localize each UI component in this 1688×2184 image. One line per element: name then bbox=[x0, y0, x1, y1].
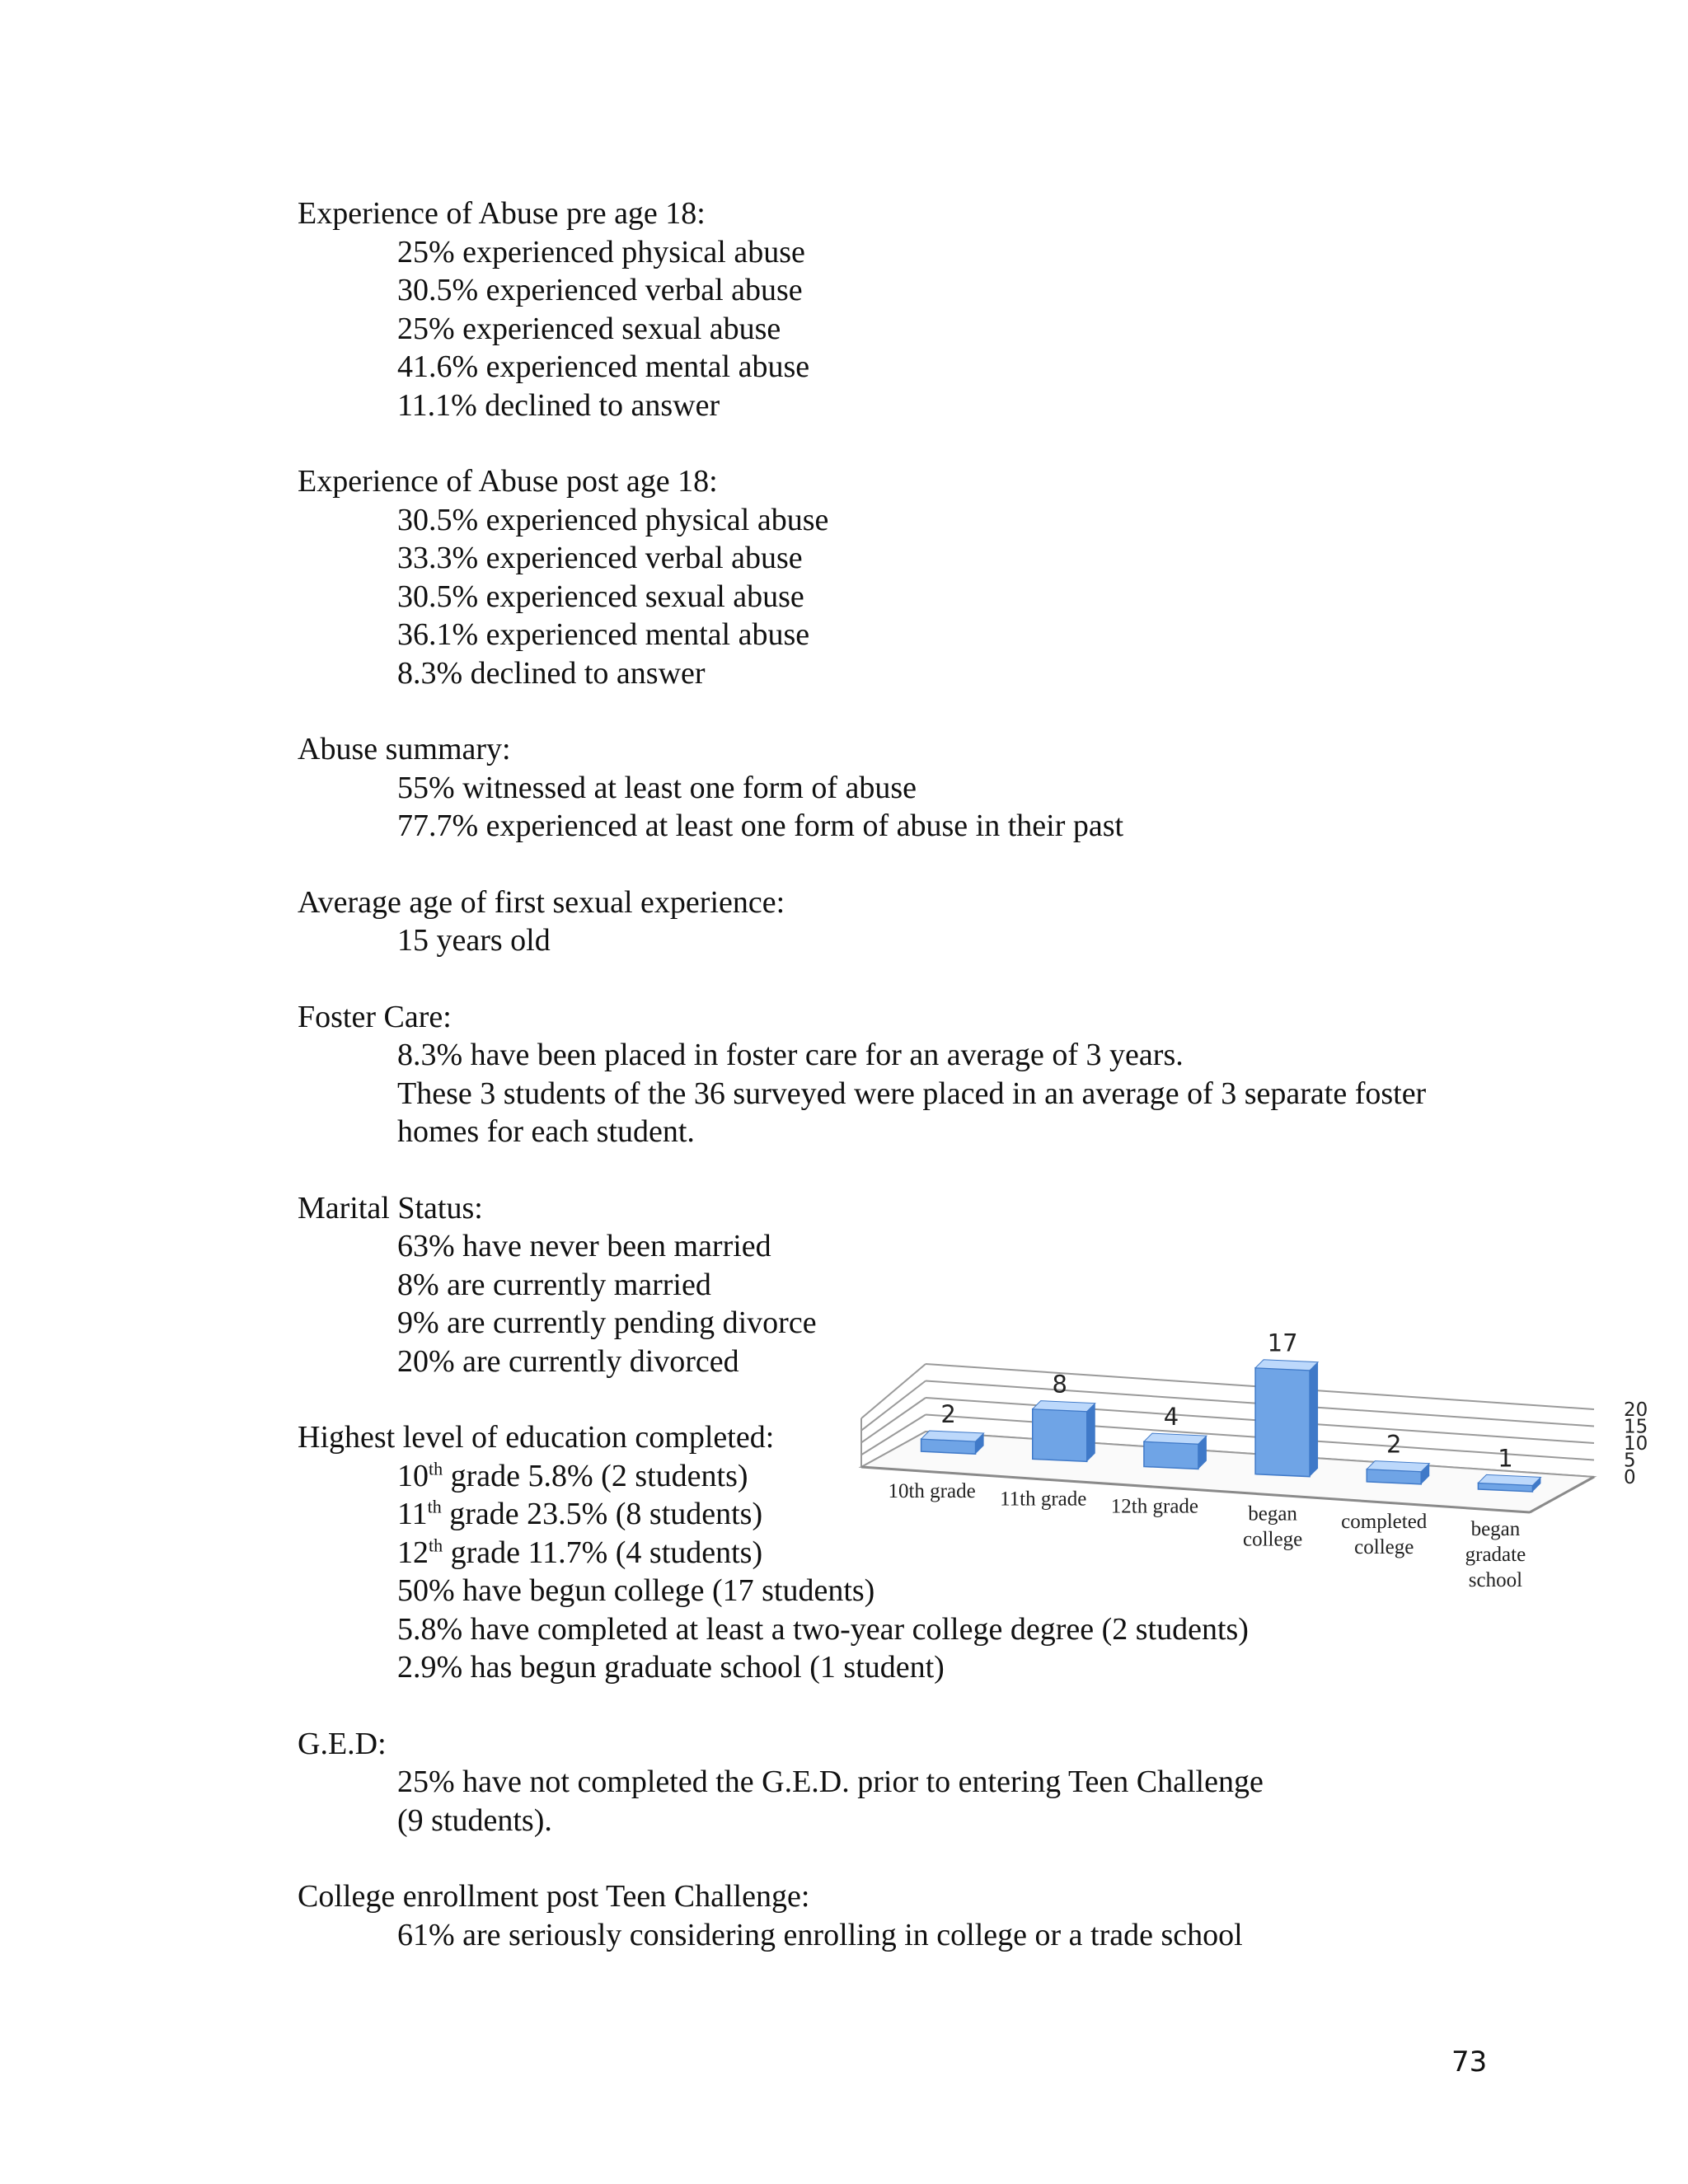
education-bar-chart bbox=[841, 1315, 1648, 1661]
grade-detail: grade 5.8% (2 students) bbox=[443, 1458, 748, 1493]
bar-side bbox=[1087, 1404, 1095, 1462]
list-item: 9% are currently pending divorce bbox=[397, 1305, 817, 1340]
list-item: 15 years old bbox=[397, 923, 551, 958]
x-category-label: completed college bbox=[1341, 1510, 1428, 1558]
x-category-label: 11th grade bbox=[1000, 1488, 1087, 1511]
list-item: 25% experienced physical abuse bbox=[397, 234, 805, 269]
grade-ordinal: th bbox=[429, 1534, 443, 1555]
section-heading: Experience of Abuse post age 18: bbox=[298, 464, 718, 499]
y-tick-label: 10 bbox=[1624, 1433, 1648, 1455]
list-item: 8.3% have been placed in foster care for an average of 3 years. bbox=[397, 1038, 1184, 1072]
y-tick-label: 0 bbox=[1624, 1467, 1636, 1488]
gridline-depth bbox=[861, 1381, 926, 1431]
list-item: 8% are currently married bbox=[397, 1267, 711, 1302]
list-item: 50% have begun college (17 students) bbox=[397, 1573, 875, 1608]
grade-number: 12 bbox=[397, 1535, 429, 1570]
list-item: 25% have not completed the G.E.D. prior to entering Teen Challenge bbox=[397, 1765, 1264, 1799]
list-item: 61% are seriously considering enrolling in college or a trade school bbox=[397, 1917, 1243, 1952]
data-label: 2 bbox=[940, 1399, 956, 1428]
list-item: 63% have never been married bbox=[397, 1229, 771, 1263]
list-item: 25% experienced sexual abuse bbox=[397, 311, 781, 346]
college-enrollment-section bbox=[298, 1877, 1583, 1954]
grade-number: 11 bbox=[397, 1497, 428, 1531]
x-category-label: 10th grade bbox=[888, 1480, 976, 1503]
list-item: 2.9% has begun graduate school (1 student) bbox=[397, 1650, 945, 1685]
list-item: 41.6% experienced mental abuse bbox=[397, 349, 810, 384]
section-heading: Highest level of education completed: bbox=[298, 1420, 775, 1455]
section-heading: Marital Status: bbox=[298, 1190, 483, 1226]
section-heading: Average age of first sexual experience: bbox=[298, 884, 785, 920]
data-label: 8 bbox=[1052, 1370, 1067, 1399]
list-item: 36.1% experienced mental abuse bbox=[397, 617, 810, 652]
section-heading: Foster Care: bbox=[298, 999, 452, 1034]
foster-care-section bbox=[298, 998, 1583, 1151]
section-heading: Experience of Abuse pre age 18: bbox=[298, 196, 706, 231]
bar-front bbox=[1255, 1368, 1310, 1477]
grade-ordinal: th bbox=[427, 1496, 442, 1517]
section-heading: G.E.D: bbox=[298, 1726, 387, 1761]
abuse-summary-section bbox=[298, 730, 1583, 846]
list-item: 55% witnessed at least one form of abuse bbox=[397, 770, 917, 805]
list-item: 30.5% experienced verbal abuse bbox=[397, 273, 803, 307]
x-category-label: 12th grade bbox=[1110, 1495, 1199, 1518]
list-item: (9 students). bbox=[397, 1802, 552, 1838]
list-item: 30.5% experienced physical abuse bbox=[397, 502, 829, 537]
data-label: 4 bbox=[1163, 1403, 1179, 1432]
abuse-post-section bbox=[298, 462, 1583, 692]
list-item: 77.7% experienced at least one form of abuse in their past bbox=[397, 808, 1124, 843]
y-tick-label: 20 bbox=[1624, 1399, 1648, 1421]
x-category-label: began college bbox=[1242, 1502, 1303, 1551]
ged-section bbox=[298, 1725, 1583, 1840]
section-heading: Abuse summary: bbox=[298, 732, 511, 766]
bar-front bbox=[1033, 1409, 1087, 1462]
x-category-label: began gradate school bbox=[1465, 1517, 1526, 1591]
data-label: 17 bbox=[1267, 1329, 1298, 1357]
list-item: These 3 students of the 36 surveyed were placed in an average of 3 separate foster bbox=[397, 1076, 1427, 1111]
data-label: 2 bbox=[1386, 1430, 1402, 1459]
list-item: 5.8% have completed at least a two-year college degree (2 students) bbox=[397, 1611, 1249, 1647]
first-sexual-experience-section bbox=[298, 883, 1583, 960]
abuse-pre-section bbox=[298, 194, 1583, 424]
grade-number: 10 bbox=[397, 1458, 429, 1493]
page-number: 73 bbox=[1451, 2046, 1488, 2079]
document-body bbox=[298, 194, 1583, 1992]
list-item: 33.3% experienced verbal abuse bbox=[397, 541, 803, 575]
list-item: 20% are currently divorced bbox=[397, 1343, 739, 1379]
list-item: 8.3% declined to answer bbox=[397, 655, 706, 691]
gridline-depth bbox=[861, 1364, 926, 1418]
y-tick-label: 5 bbox=[1624, 1450, 1636, 1472]
list-item: homes for each student. bbox=[397, 1114, 695, 1149]
bar-side bbox=[1310, 1362, 1318, 1477]
grade-detail: grade 11.7% (4 students) bbox=[443, 1535, 763, 1570]
y-tick-label: 15 bbox=[1624, 1416, 1648, 1438]
list-item: 30.5% experienced sexual abuse bbox=[397, 579, 804, 614]
grade-ordinal: th bbox=[429, 1457, 443, 1479]
list-item: 11.1% declined to answer bbox=[397, 387, 720, 423]
data-label: 1 bbox=[1498, 1444, 1513, 1473]
section-heading: College enrollment post Teen Challenge: bbox=[298, 1879, 810, 1914]
bar-front bbox=[1144, 1441, 1198, 1469]
grade-detail: grade 23.5% (8 students) bbox=[441, 1497, 763, 1531]
